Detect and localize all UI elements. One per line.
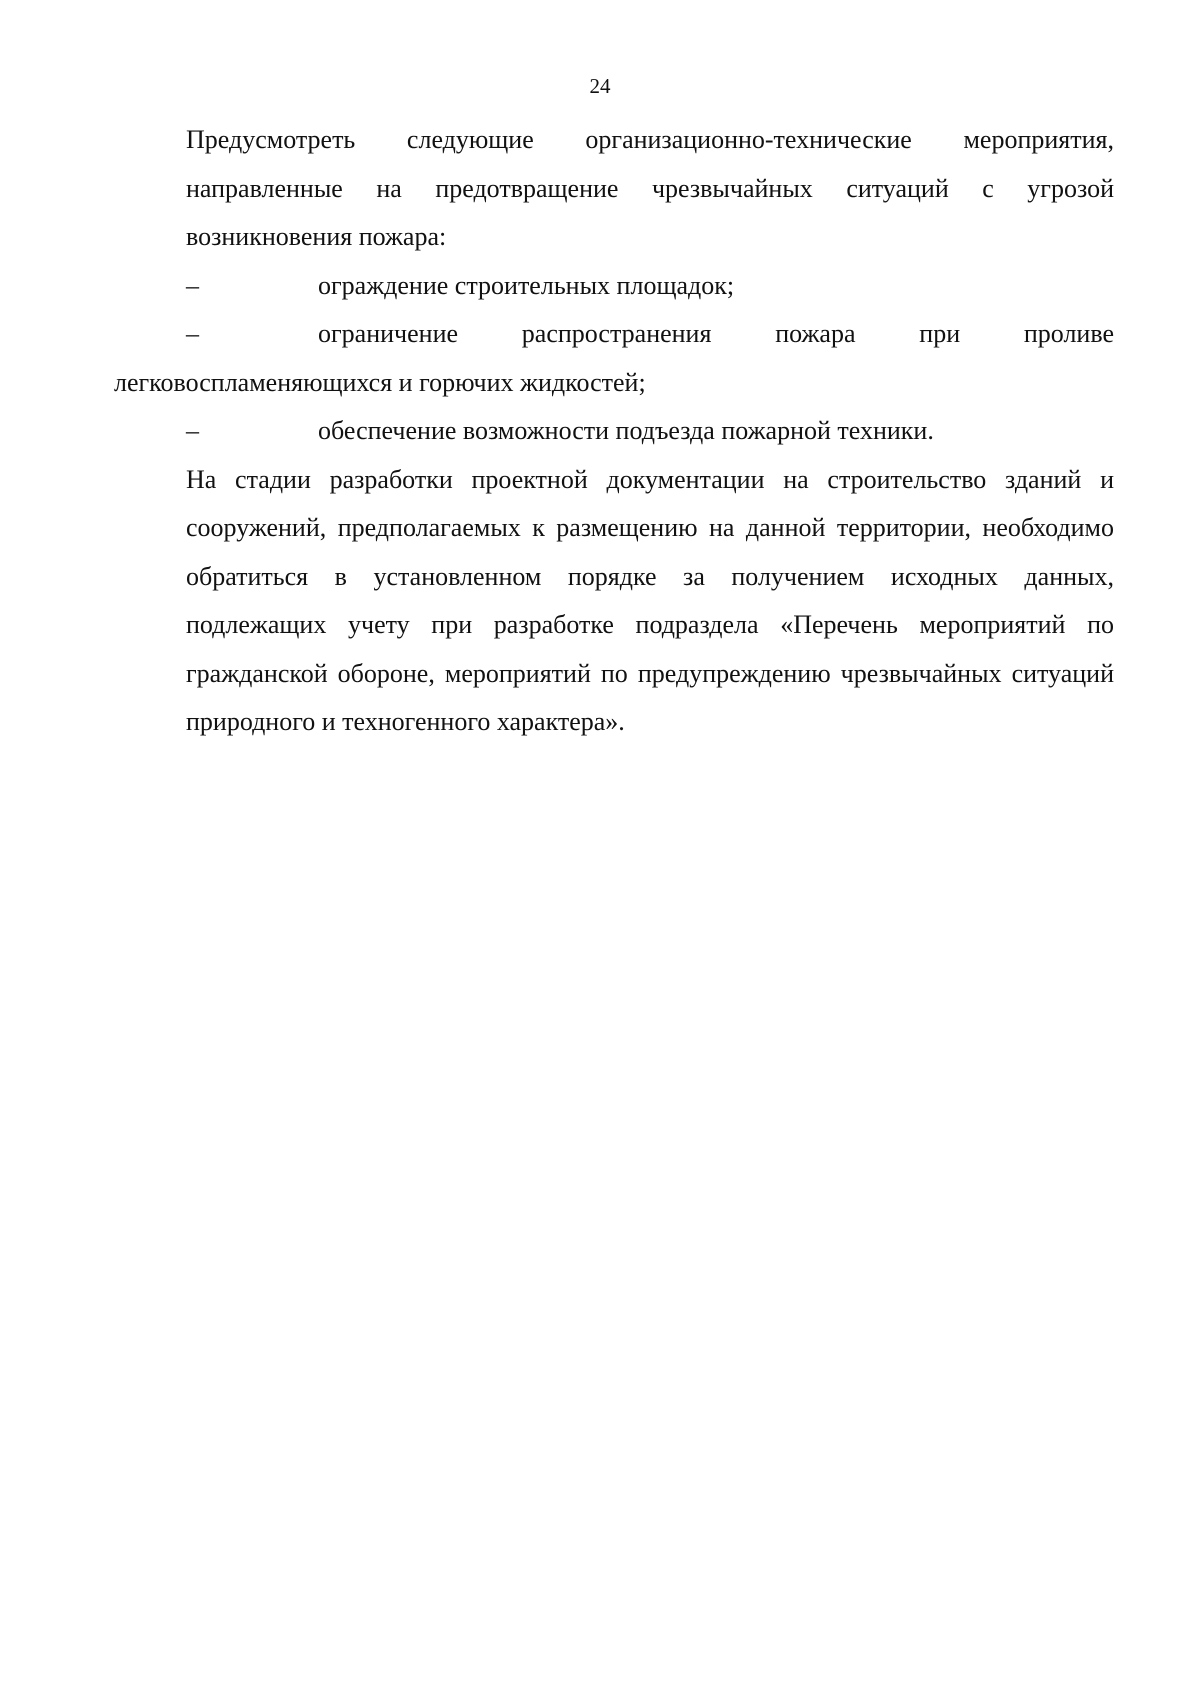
dash-bullet: –	[186, 319, 199, 348]
list-item	[114, 310, 1114, 407]
paragraph-line: обратиться в установленном порядке за получением исходных данных,	[186, 561, 1114, 591]
paragraph-line: возникновения пожара:	[186, 222, 447, 251]
paragraph-line: сооружений, предполагаемых к размещению на данной территории, необходимо	[186, 513, 1114, 542]
list-item-text: легковоспламеняющихся и горючих жидкостей;	[114, 367, 646, 397]
list-item-text: ограждение строительных площадок;	[318, 270, 735, 300]
paragraph-line: гражданской обороне, мероприятий по предупреждению чрезвычайных ситуаций	[186, 658, 1114, 688]
list-item-text: ограничение распространения пожара при проливе	[318, 319, 1114, 348]
document-body	[114, 116, 1114, 747]
list-item	[114, 407, 1114, 456]
paragraph-line: направленные на предотвращение чрезвычайных ситуаций с угрозой	[186, 173, 1114, 203]
paragraph-line: подлежащих учету при разработке подраздела «Перечень мероприятий по	[186, 610, 1114, 639]
paragraph-line: Предусмотреть следующие организационно-технические мероприятия,	[186, 125, 1114, 154]
list-item	[114, 262, 1114, 311]
dash-bullet: –	[186, 270, 199, 300]
paragraph-intro	[114, 116, 1114, 262]
page-number: 24	[589, 74, 611, 98]
list-item-text: обеспечение возможности подъезда пожарной техники.	[318, 416, 934, 445]
paragraph-line: На стадии разработки проектной документации на строительство зданий и	[186, 464, 1114, 494]
paragraph-requirements	[114, 456, 1114, 747]
dash-bullet: –	[186, 416, 199, 445]
paragraph-line: природного и техногенного характера».	[186, 707, 625, 736]
